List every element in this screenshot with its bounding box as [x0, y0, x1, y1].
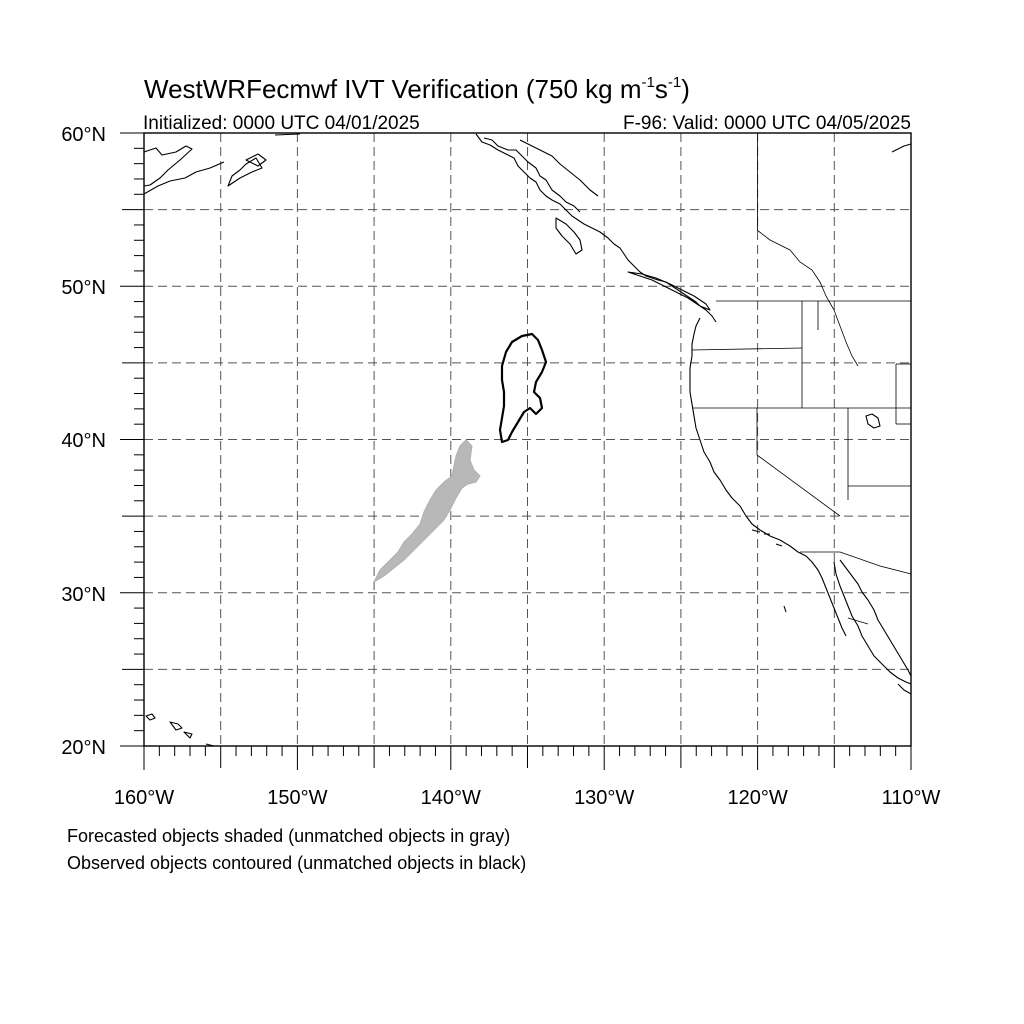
legend-observed: Observed objects contoured (unmatched objects in black)	[67, 853, 527, 873]
us-west-coast	[690, 318, 846, 636]
valid-time-label: F-96: Valid: 0000 UTC 04/05/2025	[623, 113, 911, 134]
hawaii	[146, 714, 155, 720]
lon-label: 160°W	[113, 787, 175, 809]
lon-label: 120°W	[727, 787, 788, 809]
baja	[834, 562, 911, 684]
longitude-labels	[114, 787, 941, 809]
alaska-coast	[144, 146, 192, 186]
lon-label: 150°W	[267, 787, 328, 809]
gridlines	[144, 133, 911, 746]
lon-label: 130°W	[574, 787, 635, 809]
forecast-object	[374, 440, 480, 582]
lat-label: 20°N	[61, 737, 106, 759]
minor-ticks	[134, 148, 896, 756]
lat-label: 60°N	[61, 124, 106, 146]
axis-ticks	[120, 133, 911, 770]
political-boundaries	[692, 133, 911, 624]
legend-forecast: Forecasted objects shaded (unmatched objects in gray)	[67, 826, 511, 846]
latitude-labels	[61, 124, 106, 759]
lat-label: 30°N	[61, 584, 106, 606]
lat-label: 40°N	[61, 430, 106, 452]
lon-label: 110°W	[881, 787, 941, 809]
lat-label: 50°N	[61, 277, 106, 299]
lon-label: 140°W	[420, 787, 481, 809]
map-title: WestWRFecmwf IVT Verification (750 kg $m^{-1}s^{-1}$)	[144, 74, 690, 104]
observed-object	[500, 334, 546, 442]
init-time-label: Initialized: 0000 UTC 04/01/2025	[143, 113, 420, 134]
